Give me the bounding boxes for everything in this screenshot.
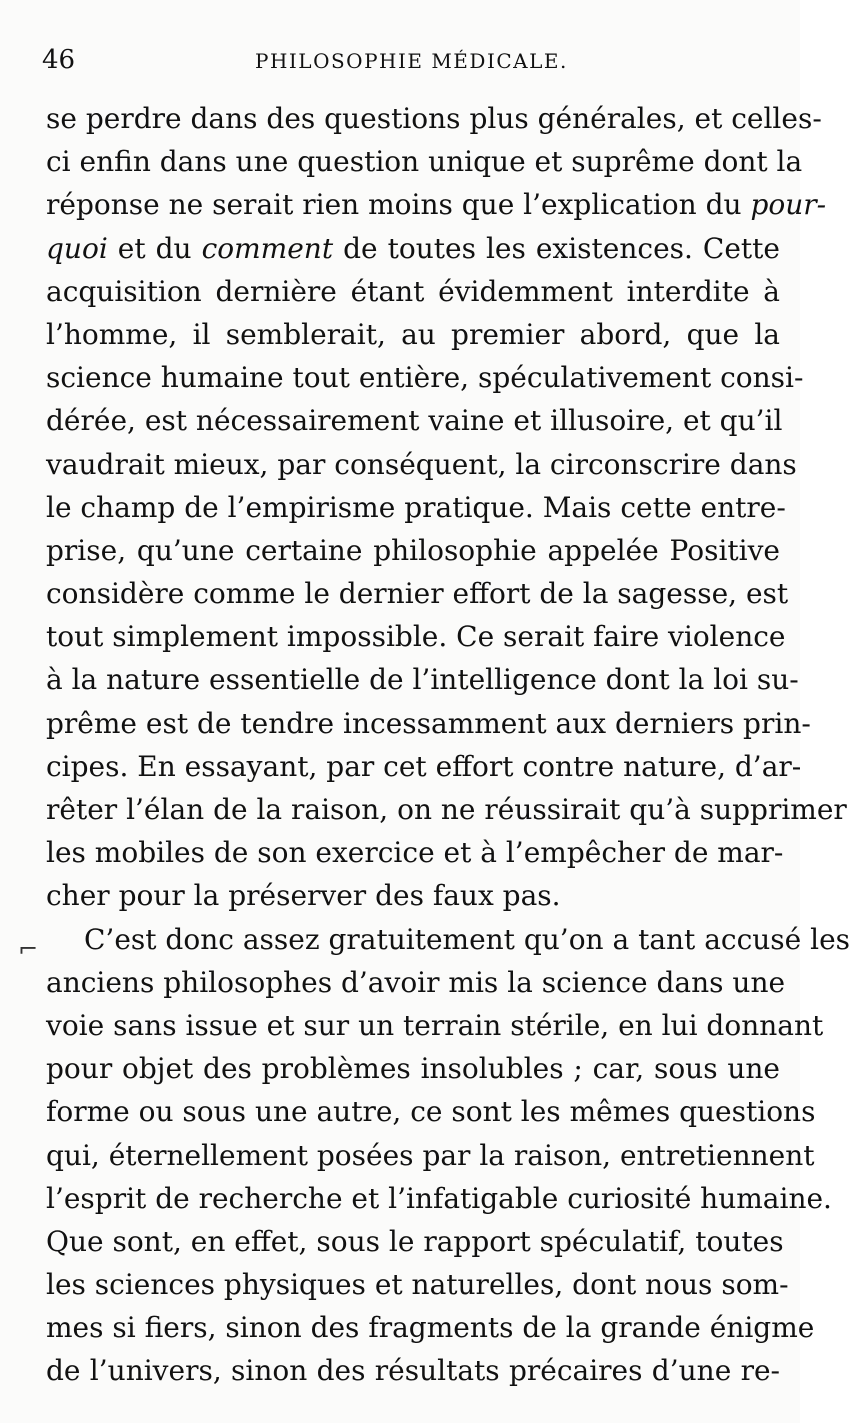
text-line: à la nature essentielle de l’intelligence dont la loi su- xyxy=(46,663,799,697)
text-line: prême est de tendre incessamment aux derniers prin- xyxy=(46,706,811,740)
paragraph-1 xyxy=(46,97,847,918)
text-line: vaudrait mieux, par conséquent, la circonscrire dans xyxy=(46,447,797,481)
text-line: voie sans issue et sur un terrain stérile, en lui donnant xyxy=(46,1008,824,1042)
text-line: pour objet des problèmes insolubles ; car, sous une xyxy=(46,1052,780,1086)
text-line: qui, éternellement posées par la raison, entretiennent xyxy=(46,1138,815,1172)
paragraph-2 xyxy=(46,918,850,1393)
text-line: les mobiles de son exercice et à l’empêcher de mar- xyxy=(46,836,784,870)
text-line: le champ de l’empirisme pratique. Mais cette entre- xyxy=(46,490,786,524)
text-line: C’est donc assez gratuitement qu’on a tant accusé les xyxy=(84,922,850,956)
italic-word: pour- xyxy=(750,188,827,222)
text-line: cipes. En essayant, par cet effort contre nature, d’ar- xyxy=(46,749,802,783)
body-text xyxy=(46,97,850,1393)
text-line: de l’univers, sinon des résultats précaires d’une re- xyxy=(46,1354,780,1388)
text-line: tout simplement impossible. Ce serait faire violence xyxy=(46,620,786,654)
italic-word: quoi xyxy=(46,231,108,265)
text-line: rêter l’élan de la raison, on ne réussirait qu’à supprimer xyxy=(46,793,847,826)
text-line: l’homme, il semblerait, au premier abord, que la xyxy=(46,317,780,351)
text-line: se perdre dans des questions plus générales, et celles- xyxy=(46,102,822,135)
text-line: quoi et du comment de toutes les existences. Cette xyxy=(46,231,780,265)
text-line: réponse ne serait rien moins que l’explication du pour- xyxy=(46,188,827,222)
text-line: mes si fiers, sinon des fragments de la grande énigme xyxy=(46,1311,815,1345)
text-line: l’esprit de recherche et l’infatigable curiosité humaine. xyxy=(46,1181,832,1215)
text-line: les sciences physiques et naturelles, dont nous som- xyxy=(46,1268,789,1302)
margin-mark-glyph: ⌐ xyxy=(18,935,39,963)
page-number: 46 xyxy=(42,45,76,75)
text-line: acquisition dernière étant évidemment interdite à xyxy=(46,274,780,308)
text-line: dérée, est nécessairement vaine et illusoire, et qu’il xyxy=(46,404,783,438)
text-line: prise, qu’une certaine philosophie appelée Positive xyxy=(46,533,780,567)
text-line: cher pour la préserver des faux pas. xyxy=(46,879,561,913)
text-line: ci enfin dans une question unique et suprême dont la xyxy=(46,145,803,179)
text-line: considère comme le dernier effort de la sagesse, est xyxy=(46,577,789,611)
text-line: science humaine tout entière, spéculativement consi- xyxy=(46,361,804,395)
running-head: PHILOSOPHIE MÉDICALE. xyxy=(255,49,568,73)
page-header xyxy=(0,44,800,84)
text-line: anciens philosophes d’avoir mis la science dans une xyxy=(46,965,786,999)
text-line: Que sont, en effet, sous le rapport spéculatif, toutes xyxy=(46,1224,784,1258)
text-line: forme ou sous une autre, ce sont les mêmes questions xyxy=(46,1095,816,1129)
italic-word: comment xyxy=(201,231,334,265)
